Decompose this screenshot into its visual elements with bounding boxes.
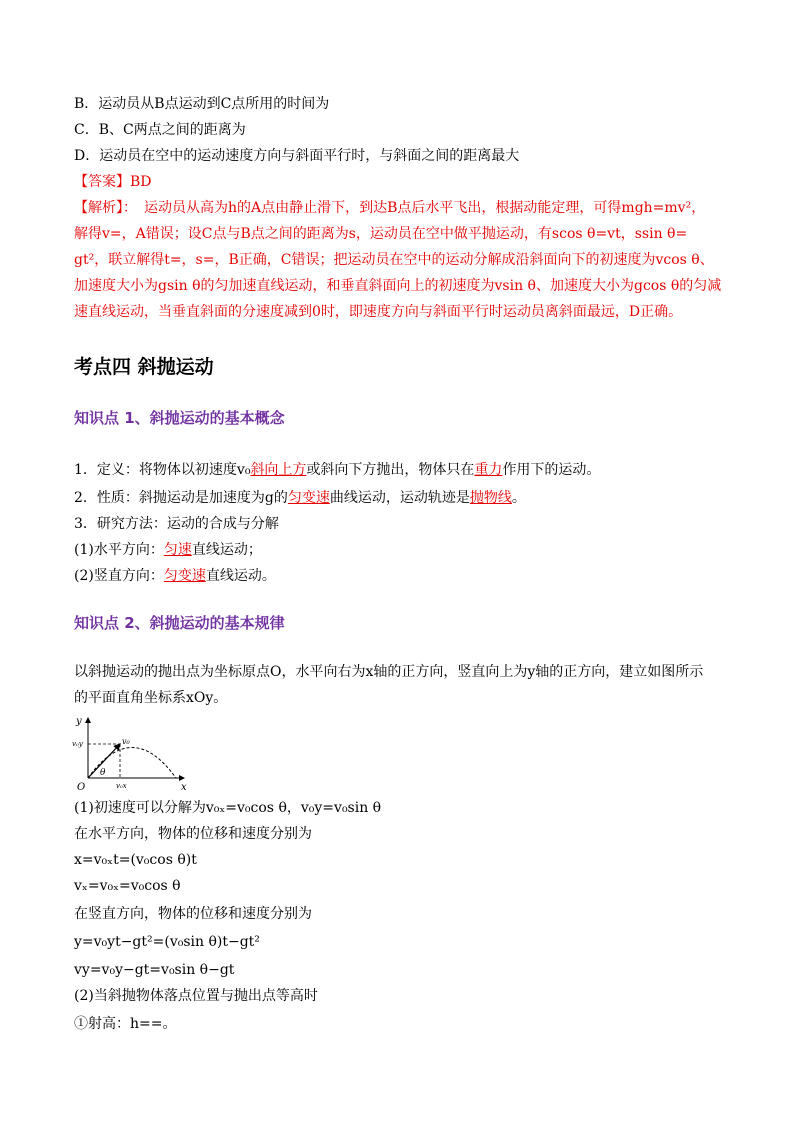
projectile-diagram bbox=[72, 712, 192, 792]
y-axis-label: y bbox=[76, 716, 82, 727]
kp2-intro-line: 以斜抛运动的抛出点为坐标原点O，水平向右为x轴的正方向，竖直向上为y轴的正方向，建立如图所示 bbox=[74, 664, 704, 680]
option-d: D．运动员在空中的运动速度方向与斜面平行时，与斜面之间的距离最大 bbox=[74, 148, 520, 164]
answer-blank: 重力 bbox=[474, 462, 503, 478]
text: 2．性质：斜抛运动是加速度为g的 bbox=[74, 490, 288, 506]
kp2-line: vy=v₀y−gt=v₀sin θ−gt bbox=[74, 962, 235, 978]
kp2-line: 在水平方向，物体的位移和速度分别为 bbox=[74, 826, 312, 842]
kp1-vertical bbox=[74, 566, 276, 586]
v0-label: v₀ bbox=[122, 737, 130, 746]
kp1-property bbox=[74, 488, 526, 508]
kp2-intro-line: 的平面直角坐标系xOy。 bbox=[74, 690, 228, 706]
text: 曲线运动，运动轨迹是 bbox=[329, 490, 470, 506]
kp2-title: 知识点 2、斜抛运动的基本规律 bbox=[74, 614, 285, 632]
kp1-method: 3．研究方法：运动的合成与分解 bbox=[74, 516, 279, 532]
kp2-line: vₓ=v₀ₓ=v₀cos θ bbox=[74, 878, 181, 894]
analysis-line: 【解析】： 运动员从高为h的A点由静止滑下，到达B点后水平飞出，根据动能定理，可得mgh=mv²， bbox=[74, 200, 706, 216]
analysis-line: 速直线运动，当垂直斜面的分速度减到0时，即速度方向与斜面平行时运动员离斜面最远，D正确。 bbox=[74, 304, 683, 320]
text: 1．定义：将物体以初速度v₀ bbox=[74, 462, 251, 478]
v0y-label: v₀y bbox=[72, 740, 83, 748]
kp2-line: (2)当斜抛物体落点位置与抛出点等高时 bbox=[74, 988, 318, 1004]
analysis-line: 加速度大小为gsin θ的匀加速直线运动，和垂直斜面向上的初速度为vsin θ、加速度大小为gcos θ的匀减 bbox=[74, 278, 722, 294]
answer-blank: 斜向上方 bbox=[250, 462, 307, 478]
kp2-line: x=v₀ₓt=(v₀cos θ)t bbox=[74, 852, 197, 868]
v0x-label: v₀x bbox=[116, 782, 127, 790]
answer: 【答案】BD bbox=[74, 174, 152, 190]
option-c: C．B、C两点之间的距离为 bbox=[74, 122, 246, 138]
kp2-line: 在竖直方向，物体的位移和速度分别为 bbox=[74, 906, 312, 922]
kp2-line: ①射高：h==。 bbox=[74, 1016, 177, 1032]
theta-label: θ bbox=[100, 768, 106, 778]
answer-blank: 抛物线 bbox=[469, 490, 512, 506]
answer-blank: 匀速 bbox=[163, 542, 192, 558]
text: 作用下的运动。 bbox=[502, 462, 601, 478]
section-title: 考点四 斜抛运动 bbox=[74, 356, 214, 378]
origin-label: O bbox=[77, 782, 86, 792]
kp1-horizontal bbox=[74, 540, 262, 560]
analysis-line: 解得v=，A错误；设C点与B点之间的距离为s，运动员在空中做平抛运动，有scos θ=vt，ssin θ= bbox=[74, 226, 688, 242]
text: 直线运动； bbox=[191, 542, 262, 558]
x-axis-label: x bbox=[181, 782, 187, 792]
kp2-line: (1)初速度可以分解为v₀ₓ=v₀cos θ，v₀y=v₀sin θ bbox=[74, 800, 382, 816]
text: 。 bbox=[511, 490, 526, 506]
text: 直线运动。 bbox=[205, 568, 276, 584]
option-b: B．运动员从B点运动到C点所用的时间为 bbox=[74, 96, 330, 112]
answer-blank: 匀变速 bbox=[287, 490, 330, 506]
text: (1)水平方向： bbox=[74, 542, 164, 558]
text: (2)竖直方向： bbox=[74, 568, 164, 584]
kp2-line: y=v₀yt−gt²=(v₀sin θ)t−gt² bbox=[74, 934, 260, 950]
analysis-line: gt²，联立解得t=，s=，B正确，C错误；把运动员在空中的运动分解成沿斜面向下的初速度为vcos θ、 bbox=[74, 252, 714, 268]
kp1-definition bbox=[74, 460, 600, 480]
kp1-title: 知识点 1、斜抛运动的基本概念 bbox=[74, 409, 285, 427]
text: 或斜向下方抛出，物体只在 bbox=[306, 462, 475, 478]
answer-blank: 匀变速 bbox=[163, 568, 206, 584]
